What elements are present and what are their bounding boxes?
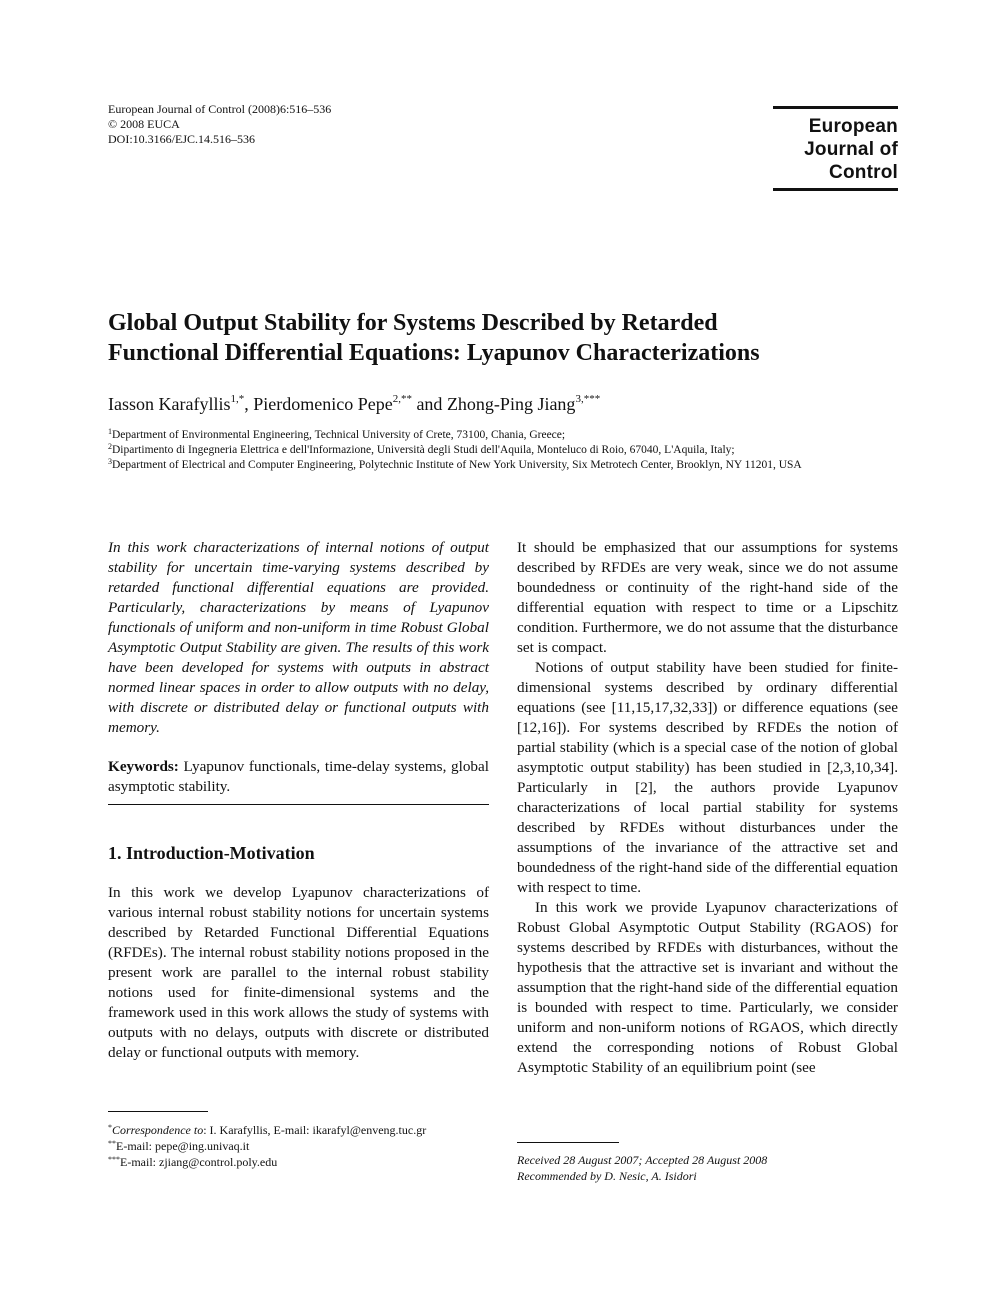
keywords [108, 757, 489, 797]
footnote-text: : I. Karafyllis, E-mail: ikarafyl@enveng.tuc.gr [203, 1123, 427, 1137]
footnote-marker: *** [108, 1155, 120, 1164]
author-1-marker: 1,* [230, 393, 245, 405]
doi-line: DOI:10.3166/EJC.14.516–536 [108, 132, 255, 146]
footnotes-left [108, 1122, 489, 1170]
logo-line-1: European [808, 116, 898, 137]
recommended-by: Recommended by D. Nesic, A. Isidori [517, 1169, 697, 1183]
author-3-marker: 3,*** [575, 393, 601, 405]
footnote-marker: ** [108, 1139, 116, 1148]
copyright-line: © 2008 EUCA [108, 117, 180, 131]
footnote-divider [517, 1142, 619, 1143]
received-dates: Received 28 August 2007; Accepted 28 August 2008 [517, 1153, 768, 1167]
title-line-2: Functional Differential Equations: Lyapunov Characterizations [108, 340, 760, 366]
logo-line-3: Control [829, 162, 898, 183]
affiliation-text: Dipartimento di Ingegneria Elettrica e dell'Informazione, Università degli Studi dell'Aquila, Monteluco di Roio, 67040, L'Aquila, Italy; [112, 444, 735, 456]
affiliation-marker: 2 [108, 442, 112, 451]
paragraph: In this work we develop Lyapunov characterizations of various internal robust stability notions for uncertain systems described by Retarded Functional Differential Equations (RFDEs). The internal robust stability notions proposed in the present work are parallel to the internal robust stability notions used for finite-dimensional systems and the framework used in this work allows the study of systems with outputs with no delays, outputs with discrete or distributed delay or functional outputs with memory. [108, 884, 489, 1061]
footnote-marker: * [108, 1123, 112, 1132]
paragraph: Notions of output stability have been studied for finite-dimensional systems described by ordinary differential equations (see [11,15,17,32,33]) or difference equations (see [12,16]). For systems described by RFDEs the notion of partial stability (which is a special case of the notion of global asymptotic output stability) has been studied in [2,3,10,34]. Particularly in [2], the authors provide Lyapunov characterizations of local partial stability for systems described by RFDEs without disturbances under the assumptions of the invariance of the attractive set and boundedness of the right-hand side of the differential equation with respect to time. [517, 659, 898, 896]
received-info [517, 1152, 898, 1184]
affiliation-2 [108, 443, 735, 458]
right-column-text [517, 538, 898, 1078]
intro-paragraph [108, 883, 489, 1063]
author-separator: , [244, 394, 254, 414]
affiliation-marker: 1 [108, 427, 112, 436]
affiliation-text: Department of Electrical and Computer Engineering, Polytechnic Institute of New York University, Six Metrotech Center, Brooklyn, NY 11201, USA [112, 459, 802, 471]
footnote-email-2 [108, 1138, 489, 1154]
footnote-text: E-mail: pepe@ing.univaq.it [116, 1139, 250, 1153]
footnote-email-3 [108, 1154, 489, 1170]
logo-line-2: Journal of [804, 139, 898, 160]
author-3: Zhong-Ping Jiang [446, 394, 576, 414]
journal-header [108, 102, 331, 147]
author-2-marker: 2,** [392, 393, 412, 405]
affiliation-marker: 3 [108, 457, 112, 466]
keywords-text: Lyapunov functionals, time-delay systems, global asymptotic stability. [108, 758, 489, 795]
footnote-correspondence [108, 1122, 489, 1138]
affiliation-1 [108, 428, 565, 443]
journal-logo [773, 106, 898, 191]
author-2: Pierdomenico Pepe [253, 394, 393, 414]
footnote-label: Correspondence to [112, 1123, 204, 1137]
paper-title [108, 308, 898, 368]
title-line-1: Global Output Stability for Systems Described by Retarded [108, 310, 718, 336]
section-heading: 1. Introduction-Motivation [108, 843, 315, 863]
author-1: Iasson Karafyllis [108, 394, 231, 414]
affiliation-3 [108, 458, 802, 473]
footnote-text: E-mail: zjiang@control.poly.edu [120, 1155, 278, 1169]
author-list [108, 392, 600, 416]
abstract: In this work characterizations of internal notions of output stability for uncertain time-varying systems described by retarded functional differential equations are provided. Particularly, characterizations by means of Lyapunov functionals of uniform and non-uniform in time Robust Global Asymptotic Output Stability are given. The results of this work have been developed for systems with outputs in abstract normed linear spaces in order to allow outputs with no delay, with discrete or distributed delay or functional outputs with memory. [108, 539, 489, 736]
journal-citation: European Journal of Control (2008)6:516–536 [108, 102, 332, 116]
affiliation-text: Department of Environmental Engineering, Technical University of Crete, 73100, Chania, Greece; [112, 429, 566, 441]
abstract-divider [108, 804, 489, 805]
footnote-divider [108, 1111, 208, 1112]
paragraph: It should be emphasized that our assumptions for systems described by RFDEs are very weak, since we do not assume boundedness or continuity of the right-hand side of the differential equation with respect to time or a Lipschitz condition. Furthermore, we do not assume that the disturbance set is compact. [517, 539, 898, 656]
keywords-label: Keywords: [108, 758, 179, 775]
paragraph: In this work we provide Lyapunov characterizations of Robust Global Asymptotic Output Stability (RGAOS) for systems described by RFDEs with disturbances, without the hypothesis that the attractive set is invariant and without the assumption that the right-hand side of the differential equation is bounded with respect to time. Particularly, we consider uniform and non-uniform notions of RGAOS, which directly extend the corresponding notions of Robust Global Asymptotic Stability of an equilibrium point (see [517, 899, 898, 1076]
author-separator: and [411, 394, 447, 414]
